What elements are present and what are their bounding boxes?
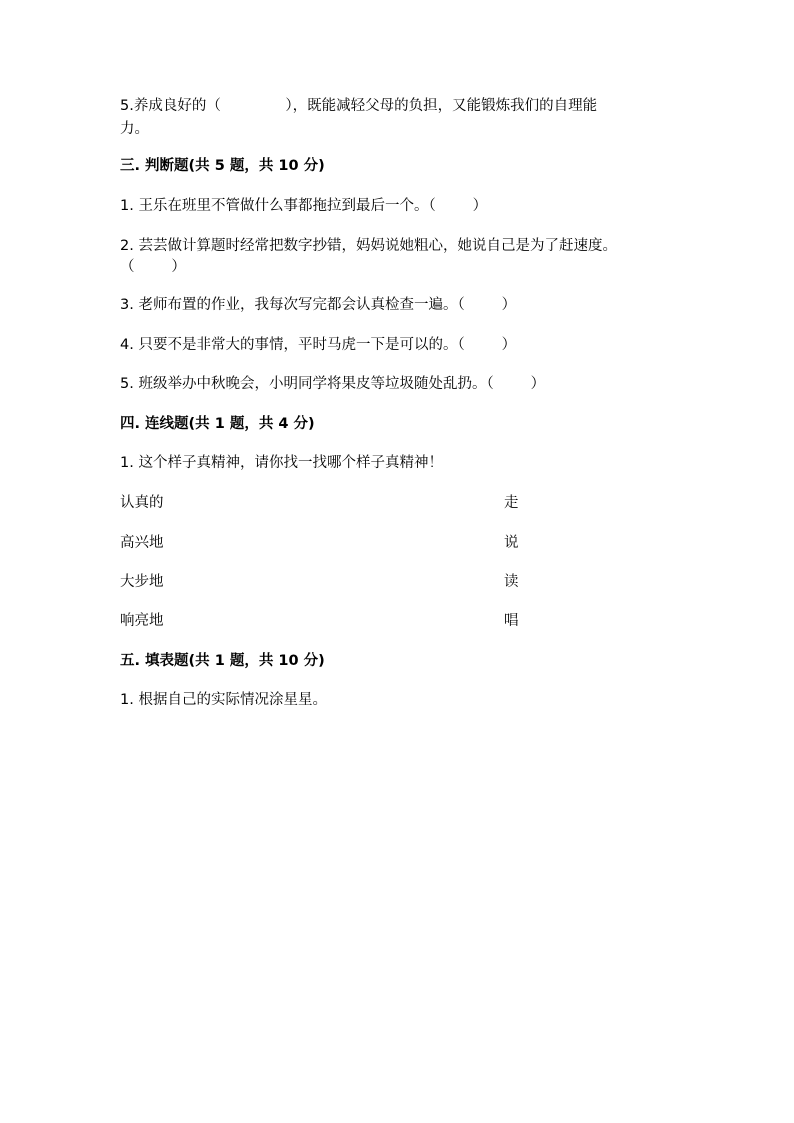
judge-item-3: 3. 老师布置的作业，我每次写完都会认真检查一遍。（ ） bbox=[120, 297, 517, 313]
matching-question: 1. 这个样子真精神，请你找一找哪个样子真精神！ bbox=[120, 455, 443, 471]
question-5-line-2: 力。 bbox=[120, 121, 149, 137]
judge-item-1: 1. 王乐在班里不管做什么事都拖拉到最后一个。（ ） bbox=[120, 198, 488, 214]
section-5-title: 五. 填表题(共 1 题，共 10 分) bbox=[120, 653, 325, 669]
judge-item-2-line-1: 2. 芸芸做计算题时经常把数字抄错，妈妈说她粗心，她说自己是为了赶速度。 bbox=[120, 238, 617, 254]
match-right-1: 走 bbox=[504, 495, 519, 511]
match-left-4: 响亮地 bbox=[120, 613, 164, 629]
judge-item-4: 4. 只要不是非常大的事情，平时马虎一下是可以的。（ ） bbox=[120, 337, 517, 353]
judge-item-2-line-2: （ ） bbox=[120, 259, 186, 275]
judge-item-5: 5. 班级举办中秋晚会，小明同学将果皮等垃圾随处乱扔。（ ） bbox=[120, 376, 546, 392]
question-5-line-1: 5.养成良好的（ ），既能减轻父母的负担，又能锻炼我们的自理能 bbox=[120, 98, 598, 114]
match-right-2: 说 bbox=[504, 535, 519, 551]
match-left-2: 高兴地 bbox=[120, 535, 164, 551]
section-3-title: 三. 判断题(共 5 题，共 10 分) bbox=[120, 158, 325, 174]
match-left-1: 认真的 bbox=[120, 495, 164, 511]
section-4-title: 四. 连线题(共 1 题，共 4 分) bbox=[120, 416, 315, 432]
match-left-3: 大步地 bbox=[120, 574, 164, 590]
match-right-4: 唱 bbox=[504, 613, 519, 629]
match-right-3: 读 bbox=[504, 574, 519, 590]
fill-table-question: 1. 根据自己的实际情况涂星星。 bbox=[120, 692, 327, 708]
